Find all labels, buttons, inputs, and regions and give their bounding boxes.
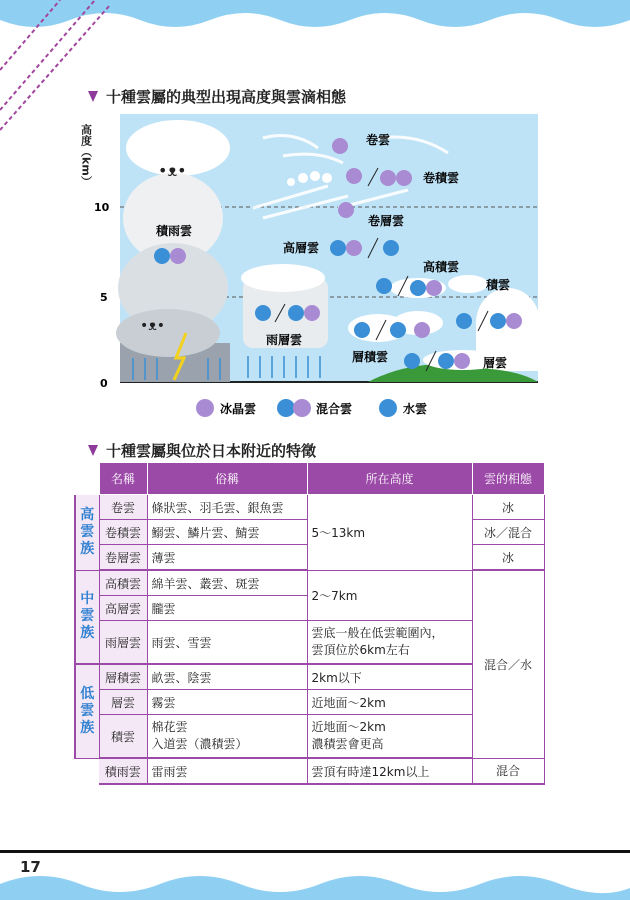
- label-nimbostratus: 雨層雲: [266, 333, 303, 347]
- label-cumulus: 積雲: [486, 278, 511, 292]
- footer-rule: [0, 850, 630, 853]
- label-altocumulus: 高積雲: [423, 260, 460, 274]
- label-cirrocumulus: 卷積雲: [423, 171, 460, 185]
- header-phase: 雲的相態: [472, 463, 544, 495]
- row-name: 層雲: [99, 690, 147, 715]
- triangle-bullet-icon: [88, 445, 98, 456]
- row-common: 鰯雲、鱗片雲、鯖雲: [147, 520, 307, 545]
- row-common: 棉花雲 入道雲（濃積雲）: [147, 715, 307, 759]
- legend-ice-label: 冰晶雲: [220, 402, 257, 416]
- row-height: 近地面～2km 濃積雲會更高: [307, 715, 472, 759]
- section-title-cloud-features: [88, 440, 316, 461]
- row-height: 2～7km: [307, 570, 472, 621]
- legend-water-label: 水雲: [403, 402, 428, 416]
- row-height: 雲底一般在低雲範圍內， 雲頂位於6km左右: [307, 621, 472, 665]
- section-title-text: 十種雲屬的典型出現高度與雲滴相態: [106, 88, 347, 106]
- label-cirrostratus: 卷層雲: [368, 214, 405, 228]
- row-phase: 冰: [472, 495, 544, 520]
- row-name: 高層雲: [99, 596, 147, 621]
- row-common: 綿羊雲、叢雲、斑雲: [147, 570, 307, 596]
- row-name: 卷雲: [99, 495, 147, 520]
- table-row: [75, 495, 544, 520]
- header-height: 所在高度: [307, 463, 472, 495]
- row-name: 卷積雲: [99, 520, 147, 545]
- row-name: 層積雲: [99, 664, 147, 690]
- row-common: 畝雲、陰雲: [147, 664, 307, 690]
- table-header-row: [75, 463, 544, 495]
- label-stratocumulus: 層積雲: [352, 350, 389, 364]
- group-mid: 中 雲 族: [75, 570, 99, 664]
- table-row: [75, 570, 544, 596]
- y-axis-label: 高度（km）: [79, 124, 93, 187]
- cloud-genera-table: [74, 462, 543, 785]
- bottom-wave-decoration: [0, 862, 630, 900]
- row-common: 朧雲: [147, 596, 307, 621]
- row-common: 霧雲: [147, 690, 307, 715]
- label-altostratus: 高層雲: [283, 241, 320, 255]
- triangle-bullet-icon: [88, 91, 98, 102]
- row-phase-mixed-water: 混合／水: [472, 570, 544, 758]
- group-high: 高 雲 族: [75, 495, 99, 571]
- section-title-text: 十種雲屬與位於日本附近的特徵: [106, 442, 317, 460]
- legend-mixed-water-icon: [277, 399, 295, 417]
- page-number: 17: [20, 858, 41, 876]
- table-row: [75, 758, 544, 784]
- legend-mixed-ice-icon: [293, 399, 311, 417]
- cs-particle: [338, 202, 354, 218]
- tick-5: 5: [100, 291, 108, 304]
- row-phase: 冰／混合: [472, 520, 544, 545]
- tick-10: 10: [94, 201, 110, 214]
- label-cirrus: 卷雲: [366, 133, 391, 147]
- header-common-name: 俗稱: [147, 463, 307, 495]
- header-name: 名稱: [99, 463, 147, 495]
- group-low: 低 雲 族: [75, 664, 99, 758]
- row-name: 雨層雲: [99, 621, 147, 665]
- row-height: 近地面～2km: [307, 690, 472, 715]
- legend-ice-icon: [196, 399, 214, 417]
- row-name: 積雲: [99, 715, 147, 759]
- row-phase: 混合: [472, 758, 544, 784]
- row-common: 雷雨雲: [147, 758, 307, 784]
- svg-text:•ᴥ•: •ᴥ•: [158, 161, 187, 180]
- section-title-cloud-heights: [88, 86, 346, 107]
- row-common: 條狀雲、羽毛雲、銀魚雲: [147, 495, 307, 520]
- tick-0: 0: [100, 377, 108, 390]
- cloud-height-illustration: [78, 108, 552, 438]
- svg-text:•ᴥ•: •ᴥ•: [140, 318, 166, 334]
- label-stratus: 層雲: [483, 356, 508, 370]
- legend-water-icon: [379, 399, 397, 417]
- row-height: 雲頂有時達12km以上: [307, 758, 472, 784]
- label-cumulonimbus: 積雨雲: [156, 224, 193, 238]
- row-name: 高積雲: [99, 570, 147, 596]
- row-common: 薄雲: [147, 545, 307, 571]
- cirrus-particle: [332, 138, 348, 154]
- row-height: 2km以下: [307, 664, 472, 690]
- row-phase: 冰: [472, 545, 544, 571]
- row-common: 雨雲、雪雲: [147, 621, 307, 665]
- row-name: 卷層雲: [99, 545, 147, 571]
- legend-mixed-label: 混合雲: [316, 402, 353, 416]
- legend: [196, 399, 427, 417]
- row-name: 積雨雲: [99, 758, 147, 784]
- row-height: 5～13km: [307, 495, 472, 571]
